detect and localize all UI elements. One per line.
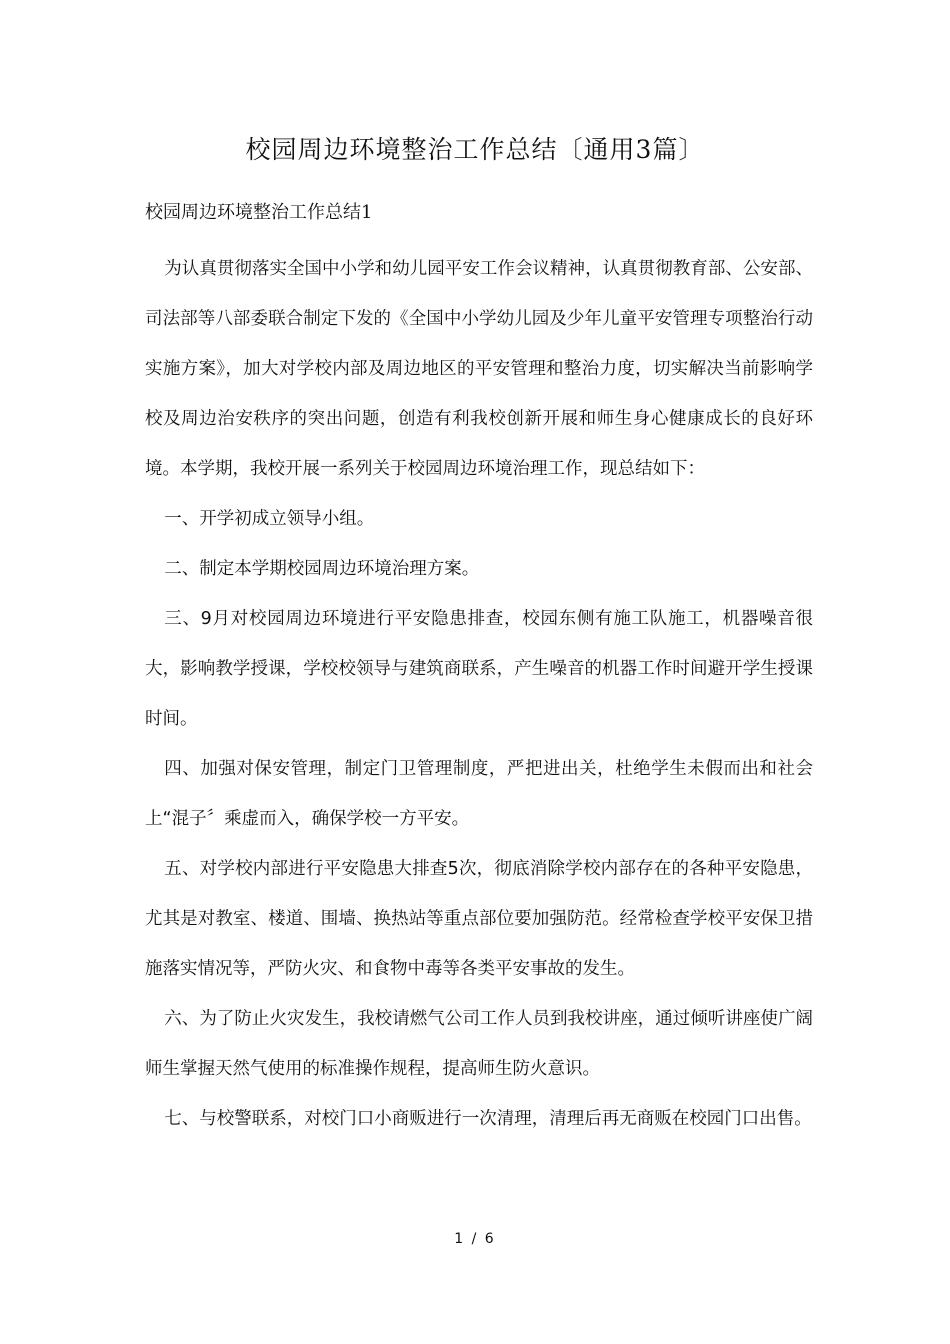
document-body [145, 244, 813, 1144]
paragraph-item-1: 一、开学初成立领导小组。 [164, 509, 375, 529]
paragraph-item-4: 四、加强对保安管理，制定门卫管理制度，严把进出关，杜绝学生未假而出和社会上“混子〞乘虚而入，确保学校一方平安。 [145, 759, 813, 829]
paragraph-item-3: 三、9月对校园周边环境进行平安隐患排查，校园东侧有施工队施工，机器噪音很大，影响教学授课，学校校领导与建筑商联系，产生噪音的机器工作时间避开学生授课时间。 [145, 609, 813, 729]
paragraph-item-5: 五、对学校内部进行平安隐患大排查5次，彻底消除学校内部存在的各种平安隐患，尤其是对教室、楼道、围墙、换热站等重点部位要加强防范。经常检查学校平安保卫措施落实情况等，严防火灾、和食物中毒等各类平安事故的发生。 [145, 859, 813, 979]
paragraph-item-7: 七、与校警联系，对校门口小商贩进行一次清理，清理后再无商贩在校园门口出售。 [164, 1109, 812, 1129]
paragraph-intro: 为认真贯彻落实全国中小学和幼儿园平安工作会议精神，认真贯彻教育部、公安部、司法部等八部委联合制定下发的《全国中小学幼儿园及少年儿童平安管理专项整治行动实施方案》，加大对学校内部及周边地区的平安管理和整治力度，切实解决当前影响学校及周边治安秩序的突出问题，创造有利我校创新开展和师生身心健康成长的良好环境。本学期，我校开展一系列关于校园周边环境治理工作，现总结如下： [145, 259, 813, 479]
paragraph-item-6: 六、为了防止火灾发生，我校请燃气公司工作人员到我校讲座，通过倾听讲座使广阔师生掌握天然气使用的标准操作规程，提高师生防火意识。 [145, 1009, 813, 1079]
paragraph-item-2: 二、制定本学期校园周边环境治理方案。 [164, 559, 480, 579]
section-heading: 校园周边环境整治工作总结1 [145, 202, 373, 223]
page-number: 1 / 6 [454, 1231, 496, 1247]
document-title: 校园周边环境整治工作总结〔通用3篇〕 [245, 135, 705, 164]
